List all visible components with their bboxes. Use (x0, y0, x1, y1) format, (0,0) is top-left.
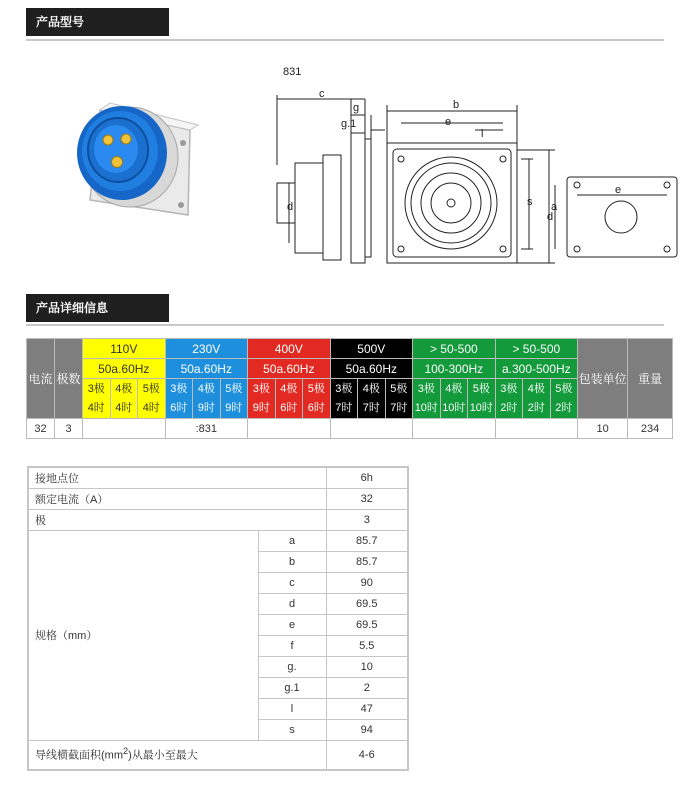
pole-count: 5极 (390, 382, 408, 395)
row-package-unit: 10 (578, 419, 628, 439)
svg-text:d: d (287, 201, 294, 213)
frequency-header: 50a.60Hz (83, 359, 166, 379)
svg-text:l: l (481, 128, 484, 140)
dimension-value: 10 (326, 656, 408, 677)
svg-text:e: e (615, 184, 622, 196)
dimension-key: d (258, 593, 326, 614)
hour-position: 7时 (335, 401, 353, 414)
cell-500v (330, 419, 413, 439)
hour-position: 9时 (252, 401, 270, 414)
dimension-key: s (258, 719, 326, 740)
header-poles: 极数 (55, 339, 83, 419)
pole-count: 4极 (115, 382, 133, 395)
wire-label-pre: 导线横截面积(mm (35, 750, 123, 763)
pole-hour-cell (165, 379, 193, 419)
row-current: 32 (27, 419, 55, 439)
dimension-value: 94 (326, 719, 408, 740)
cell-hf2 (495, 419, 578, 439)
pole-hour-cell (550, 379, 578, 419)
pole-count: 3极 (170, 382, 188, 395)
hour-position: 7时 (390, 401, 408, 414)
pole-hour-cell (385, 379, 413, 419)
hour-position: 4时 (115, 401, 133, 414)
dimension-value: 90 (326, 572, 408, 593)
frequency-header: 50a.60Hz (248, 359, 331, 379)
frequency-header: 100-300Hz (413, 359, 496, 379)
pole-hour-cell (523, 379, 551, 419)
hour-position: 6时 (280, 401, 298, 414)
voltage-header: 500V (330, 339, 413, 359)
hour-position: 2时 (527, 401, 545, 414)
wire-label-post: )从最小至最大 (128, 750, 198, 763)
hour-position: 6时 (307, 401, 325, 414)
pole-count: 5极 (307, 382, 325, 395)
svg-text:s: s (527, 196, 533, 208)
ground-position-label: 接地点位 (28, 467, 326, 488)
spec-table (26, 338, 673, 439)
drawing-code: 831 (283, 66, 302, 78)
hour-position: 4时 (142, 401, 160, 414)
rated-current-label: 额定电流（A） (28, 488, 326, 509)
dimension-key: f (258, 635, 326, 656)
pole-hour-cell (193, 379, 221, 419)
svg-text:d: d (547, 211, 554, 223)
pole-hour-cell (110, 379, 138, 419)
section-divider (26, 39, 664, 41)
section-title-detail-text: 产品详细信息 (36, 301, 109, 315)
dimension-key: e (258, 614, 326, 635)
hour-position: 10时 (414, 401, 438, 414)
dimension-value: 2 (326, 677, 408, 698)
pole-hour-cell (440, 379, 468, 419)
dimension-key: a (258, 530, 326, 551)
section-title-detail (26, 294, 169, 322)
voltage-header: 400V (248, 339, 331, 359)
voltage-header: > 50-500 (495, 339, 578, 359)
header-weight: 重量 (628, 339, 673, 419)
pole-hour-cell (358, 379, 386, 419)
rated-current-value: 32 (326, 488, 408, 509)
pole-count: 3极 (252, 382, 270, 395)
section-divider (26, 324, 664, 326)
pole-hour-cell (303, 379, 331, 419)
hour-position: 10时 (469, 401, 493, 414)
frequency-header: 50a.60Hz (330, 359, 413, 379)
voltage-header: 230V (165, 339, 248, 359)
pole-count: 3极 (500, 382, 518, 395)
row-weight: 234 (628, 419, 673, 439)
ground-position-value: 6h (326, 467, 408, 488)
pole-count: 3极 (335, 382, 353, 395)
header-package-unit: 包装单位 (578, 339, 628, 419)
pole-hour-cell (220, 379, 248, 419)
dimension-value: 69.5 (326, 593, 408, 614)
pole-hour-cell (248, 379, 276, 419)
pole-count: 4极 (197, 382, 215, 395)
pole-hour-cell (495, 379, 523, 419)
hour-position: 2时 (500, 401, 518, 414)
dimension-key: g.1 (258, 677, 326, 698)
pole-count: 4极 (527, 382, 545, 395)
dimension-key: b (258, 551, 326, 572)
frequency-header: a.300-500Hz (495, 359, 578, 379)
svg-text:b: b (453, 99, 460, 111)
pole-count: 5极 (142, 382, 160, 395)
dimension-key: l (258, 698, 326, 719)
pole-hour-cell (468, 379, 496, 419)
pole-count: 5极 (555, 382, 573, 395)
voltage-header: > 50-500 (413, 339, 496, 359)
wire-section-label (28, 740, 326, 770)
row-code: :831 (165, 419, 248, 439)
pole-count: 5极 (225, 382, 243, 395)
header-current: 电流 (27, 339, 55, 419)
section-title-model-text: 产品型号 (36, 15, 85, 29)
svg-text:a: a (551, 201, 558, 213)
pole-hour-cell (275, 379, 303, 419)
cell-110v (83, 419, 166, 439)
pole-count: 3极 (417, 382, 435, 395)
pole-hour-cell (138, 379, 166, 419)
hour-position: 6时 (170, 401, 188, 414)
pole-hour-cell (413, 379, 441, 419)
dimension-value: 85.7 (326, 551, 408, 572)
dimension-key: g. (258, 656, 326, 677)
hour-position: 2时 (555, 401, 573, 414)
hour-position: 4时 (87, 401, 105, 414)
pole-count: 5极 (472, 382, 490, 395)
svg-text:g.1: g.1 (341, 118, 357, 130)
product-photo (60, 95, 200, 220)
svg-text:e: e (445, 116, 452, 128)
hour-position: 10时 (442, 401, 466, 414)
dimension-key: c (258, 572, 326, 593)
spec-label: 规格（mm） (28, 530, 258, 740)
cell-hf1 (413, 419, 496, 439)
pole-hour-cell (330, 379, 358, 419)
row-poles: 3 (55, 419, 83, 439)
section-title-model (26, 8, 169, 36)
voltage-header: 110V (83, 339, 166, 359)
parameter-table (27, 466, 409, 771)
dimension-value: 69.5 (326, 614, 408, 635)
wire-label-sup: 2 (123, 746, 129, 757)
dimension-value: 85.7 (326, 530, 408, 551)
hour-position: 9时 (197, 401, 215, 414)
hour-position: 7时 (362, 401, 380, 414)
pole-count: 4极 (280, 382, 298, 395)
svg-text:g: g (353, 102, 360, 114)
pole-count: 4极 (362, 382, 380, 395)
pole-count: 4极 (445, 382, 463, 395)
pole-value: 3 (326, 509, 408, 530)
dimension-value: 47 (326, 698, 408, 719)
pole-hour-cell (83, 379, 111, 419)
cell-400v (248, 419, 331, 439)
hour-position: 9时 (225, 401, 243, 414)
pole-count: 3极 (87, 382, 105, 395)
svg-text:c: c (319, 88, 325, 100)
frequency-header: 50a.60Hz (165, 359, 248, 379)
dimension-value: 5.5 (326, 635, 408, 656)
dimension-drawing (265, 55, 685, 270)
wire-section-value: 4-6 (326, 740, 408, 770)
pole-label: 极 (28, 509, 326, 530)
